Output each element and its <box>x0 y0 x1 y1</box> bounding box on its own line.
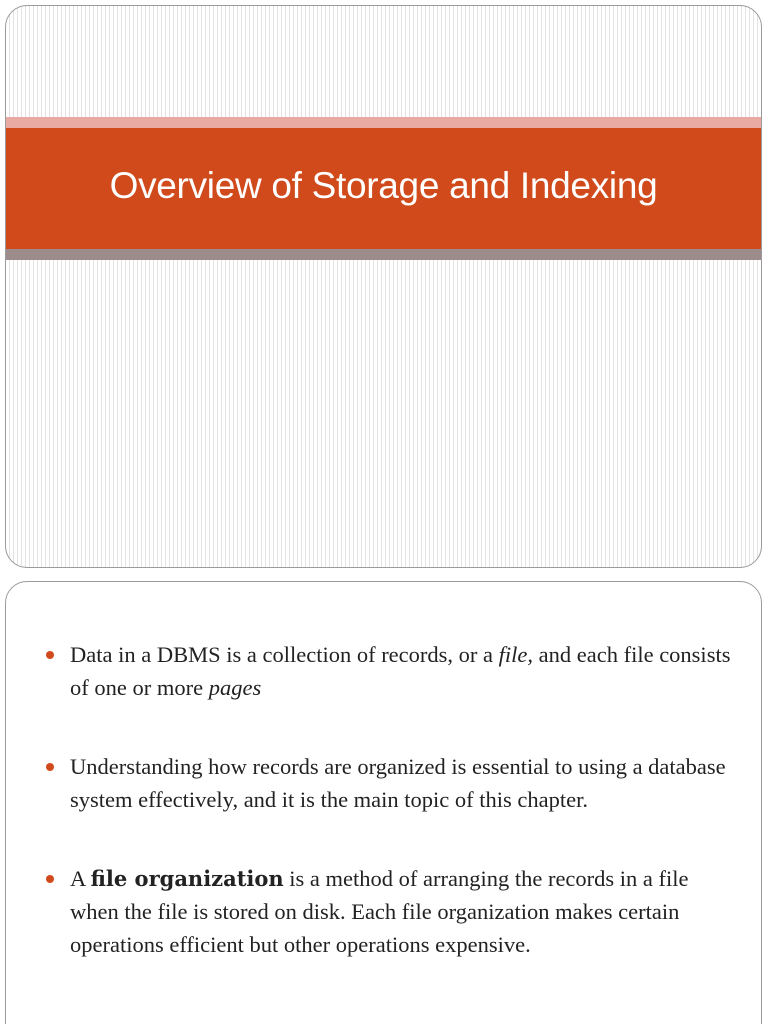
content-slide <box>5 581 762 1024</box>
bullet-italic-file: file, <box>498 642 534 667</box>
bullet-item-understanding-records <box>46 750 736 816</box>
slide-title: Overview of Storage and Indexing <box>109 164 658 206</box>
gray-accent-stripe <box>6 249 761 260</box>
bullet-text: Understanding how records are organized is essential to using a database system effectively, and it is the main topic of this chapter. <box>70 754 726 812</box>
bullet-italic-pages: pages <box>208 675 262 700</box>
bullet-dot-icon <box>46 763 54 771</box>
title-band <box>6 128 761 249</box>
bullet-bold-file-organization: file organization <box>90 866 284 891</box>
bullet-text: is a method of arranging the records in a file when the file is stored on disk. Each file organization makes certain operations efficient but other operations expensive. <box>70 866 689 957</box>
bullet-list <box>46 638 736 961</box>
pink-accent-stripe <box>6 117 761 128</box>
bullet-text: Data in a DBMS is a collection of records, or a <box>70 642 499 667</box>
bullet-text: and each file consists of one or more <box>70 642 731 700</box>
bullet-item-file-organization <box>46 862 736 961</box>
bullet-item-data-in-dbms <box>46 638 736 704</box>
bullet-text: A <box>70 866 91 891</box>
bullet-dot-icon <box>46 651 54 659</box>
bullet-dot-icon <box>46 875 54 883</box>
title-slide <box>5 5 762 568</box>
